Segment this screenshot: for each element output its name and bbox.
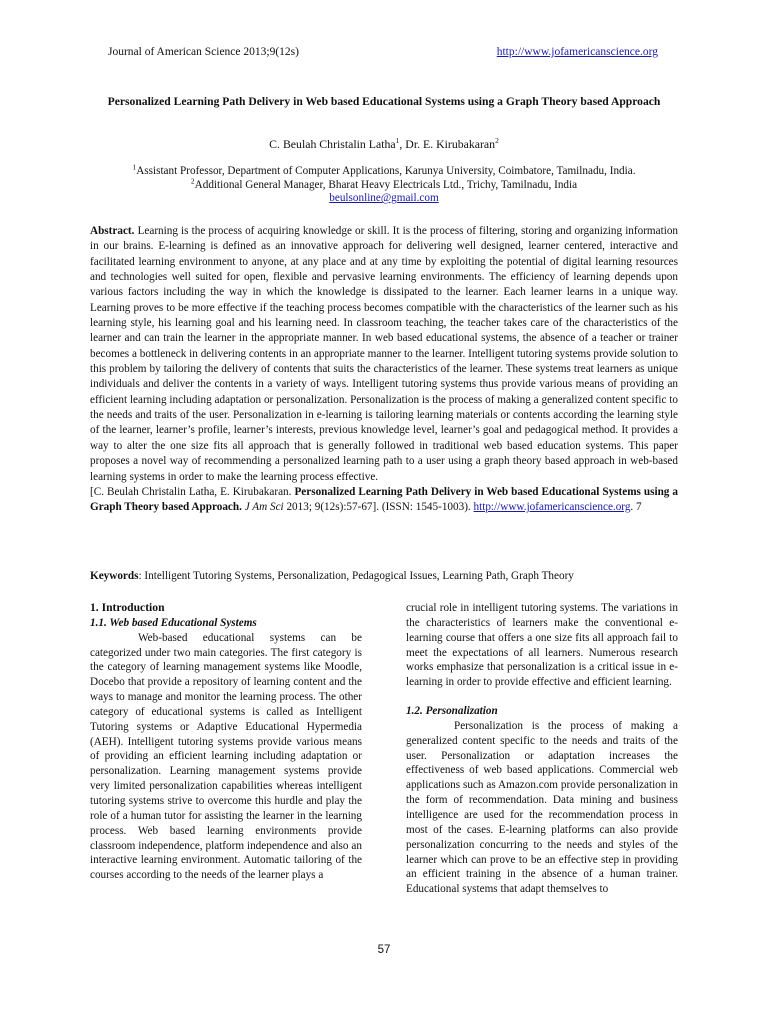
author-1-sup: 1 xyxy=(395,136,400,146)
affiliation-1 xyxy=(90,162,678,179)
journal-url-link[interactable]: http://www.jofamericanscience.org xyxy=(496,46,658,58)
citation-authors: [C. Beulah Christalin Latha, E. Kirubakaran. xyxy=(90,485,292,498)
email-link[interactable]: beulsonline@gmail.com xyxy=(329,192,439,205)
author-2-sup: 2 xyxy=(495,136,499,146)
section-heading-introduction: 1. Introduction xyxy=(90,601,165,614)
author-separator: , xyxy=(399,137,406,151)
citation-details: 2013; 9(12s):57-67]. (ISSN: 1545-1003). xyxy=(286,501,471,514)
right-column xyxy=(406,601,678,897)
paper-title: Personalized Learning Path Delivery in Web based Educational Systems using a Graph Theory based Approach xyxy=(107,95,661,108)
abstract-text: Learning is the process of acquiring knowledge or skill. It is the process of filtering, storing and organizing information in our brains. E-learning is defined as an innovative approach for delivering well designed, learner centered, interactive and facilitated learning environment to anyone, at any place and at any time by exploiting the potential of digital learning resources and technologies well suited for open, flexible and pervasive learning environments. The efficiency of learning depends upon various factors including the way in which the knowledge is dissipated to the learner. Each learner learns in a unique way. Learning proves to be more effective if the teaching process becomes compatible with the characteristics of the learner such as his learning style, his learning goal and his learning need. In classroom teaching, the teacher takes care of the characteristics of the learner and can train the learner in the appropriate manner. In web based educational systems, the absence of a teacher or trainer becomes a bottleneck in delivering contents in an appropriate manner to the learner. Intelligent tutoring systems provide solution to this problem by tailoring the delivery of contents that suits the characteristics of the learner. These systems treat learners as unique individuals and deliver the contents in a variety of ways. Intelligent tutoring systems thus provide various means of providing an efficient learning including adaptation or personalization. Personalization is the process of making a generalized content specific to the needs and traits of the user. Personalization in e-learning is tailoring learning materials or contents according the learning style of the learner, learner’s profile, learner’s interests, previous knowledge level, learner’s goal and pedagogical method. It provides a way to alter the one size fits all approach that is generally followed in traditional web based education systems. This paper proposes a novel way of recommending a personalized learning path to a user using a graph theory based approach in web-based learning systems in order to make the learning process effective. xyxy=(90,225,679,483)
web-based-paragraph-continued: crucial role in intelligent tutoring systems. The variations in the characteristics of learners make the conventional e-learning course that offers a one size fits all approach fail to meet the expectations of all learners. Numerous research works emphasize that personalization is a critical issue in e-learning in order to provide effective and efficient learning. xyxy=(406,602,678,689)
citation-journal: J Am Sci xyxy=(244,501,284,514)
web-based-paragraph: Web-based educational systems can be categorized under two main categories. The first category is the category of learning management systems like Moodle, Docebo that provide a repository of learning content and the ways to manage and monitor the learning process. The other category of educational systems is called as Intelligent Tutoring systems or Adaptive Educational Hypermedia (AEH). Intelligent tutoring systems provide various means of providing an efficient learning including adaptation or personalization. Learning management systems provide very limited personalization capabilities whereas intelligent tutoring systems strive to overcome this hurdle and play the role of a human tutor for assisting the learner in the learning process. Web based learning environments provide classroom independence, platform independence and also an interactive learning environment. Automatic tailoring of the courses according to the needs of the learner plays a xyxy=(90,631,362,882)
abstract xyxy=(90,224,678,516)
subsection-heading-personalization: 1.2. Personalization xyxy=(406,705,498,718)
citation-page: . 7 xyxy=(630,501,642,514)
keywords-text: : Intelligent Tutoring Systems, Personalization, Pedagogical Issues, Learning Path, Graph Theory xyxy=(138,570,574,582)
personalization-paragraph: Personalization is the process of making a generalized content specific to the needs and traits of the user. Personalization or adaptation increases the effectiveness of web based applications. Commercial web applications such as Amazon.com provide personalization in the form of recommendation. Data mining and business intelligence are used for the recommendation process in most of the cases. E-learning platforms can also provide personalization concurring to the needs and styles of the learner which can prove to be an effective step in providing an efficient training in the absence of a human trainer. Educational systems that adapt themselves to xyxy=(406,719,678,896)
affiliation-1-text: Assistant Professor, Department of Computer Applications, Karunya University, Coimbatore, Tamilnadu, India. xyxy=(136,165,636,177)
affiliations xyxy=(90,162,678,206)
author-line xyxy=(90,137,678,152)
abstract-label: Abstract. xyxy=(90,225,135,237)
keywords-label: Keywords xyxy=(90,570,139,582)
affiliation-2-text: Additional General Manager, Bharat Heavy Electricals Ltd., Trichy, Tamilnadu, India xyxy=(194,178,578,191)
author-2: Dr. E. Kirubakaran xyxy=(405,137,496,151)
abstract-paragraph xyxy=(90,224,678,485)
left-column xyxy=(90,601,362,883)
page-number: 57 xyxy=(377,944,391,956)
keywords xyxy=(90,570,678,582)
citation-title: Personalized Learning Path Delivery in Web based Educational Systems using a Graph Theory based Approach. xyxy=(90,485,678,514)
subsection-heading-web-based: 1.1. Web based Educational Systems xyxy=(90,616,257,629)
affiliation-1-sup: 1 xyxy=(132,162,137,172)
citation xyxy=(90,485,678,516)
affiliation-2 xyxy=(90,175,678,193)
author-1: C. Beulah Christalin Latha xyxy=(269,137,396,151)
journal-header: Journal of American Science 2013;9(12s) xyxy=(108,46,299,58)
citation-url-link[interactable]: http://www.jofamericanscience.org xyxy=(473,501,631,514)
affiliation-2-sup: 2 xyxy=(190,175,195,185)
